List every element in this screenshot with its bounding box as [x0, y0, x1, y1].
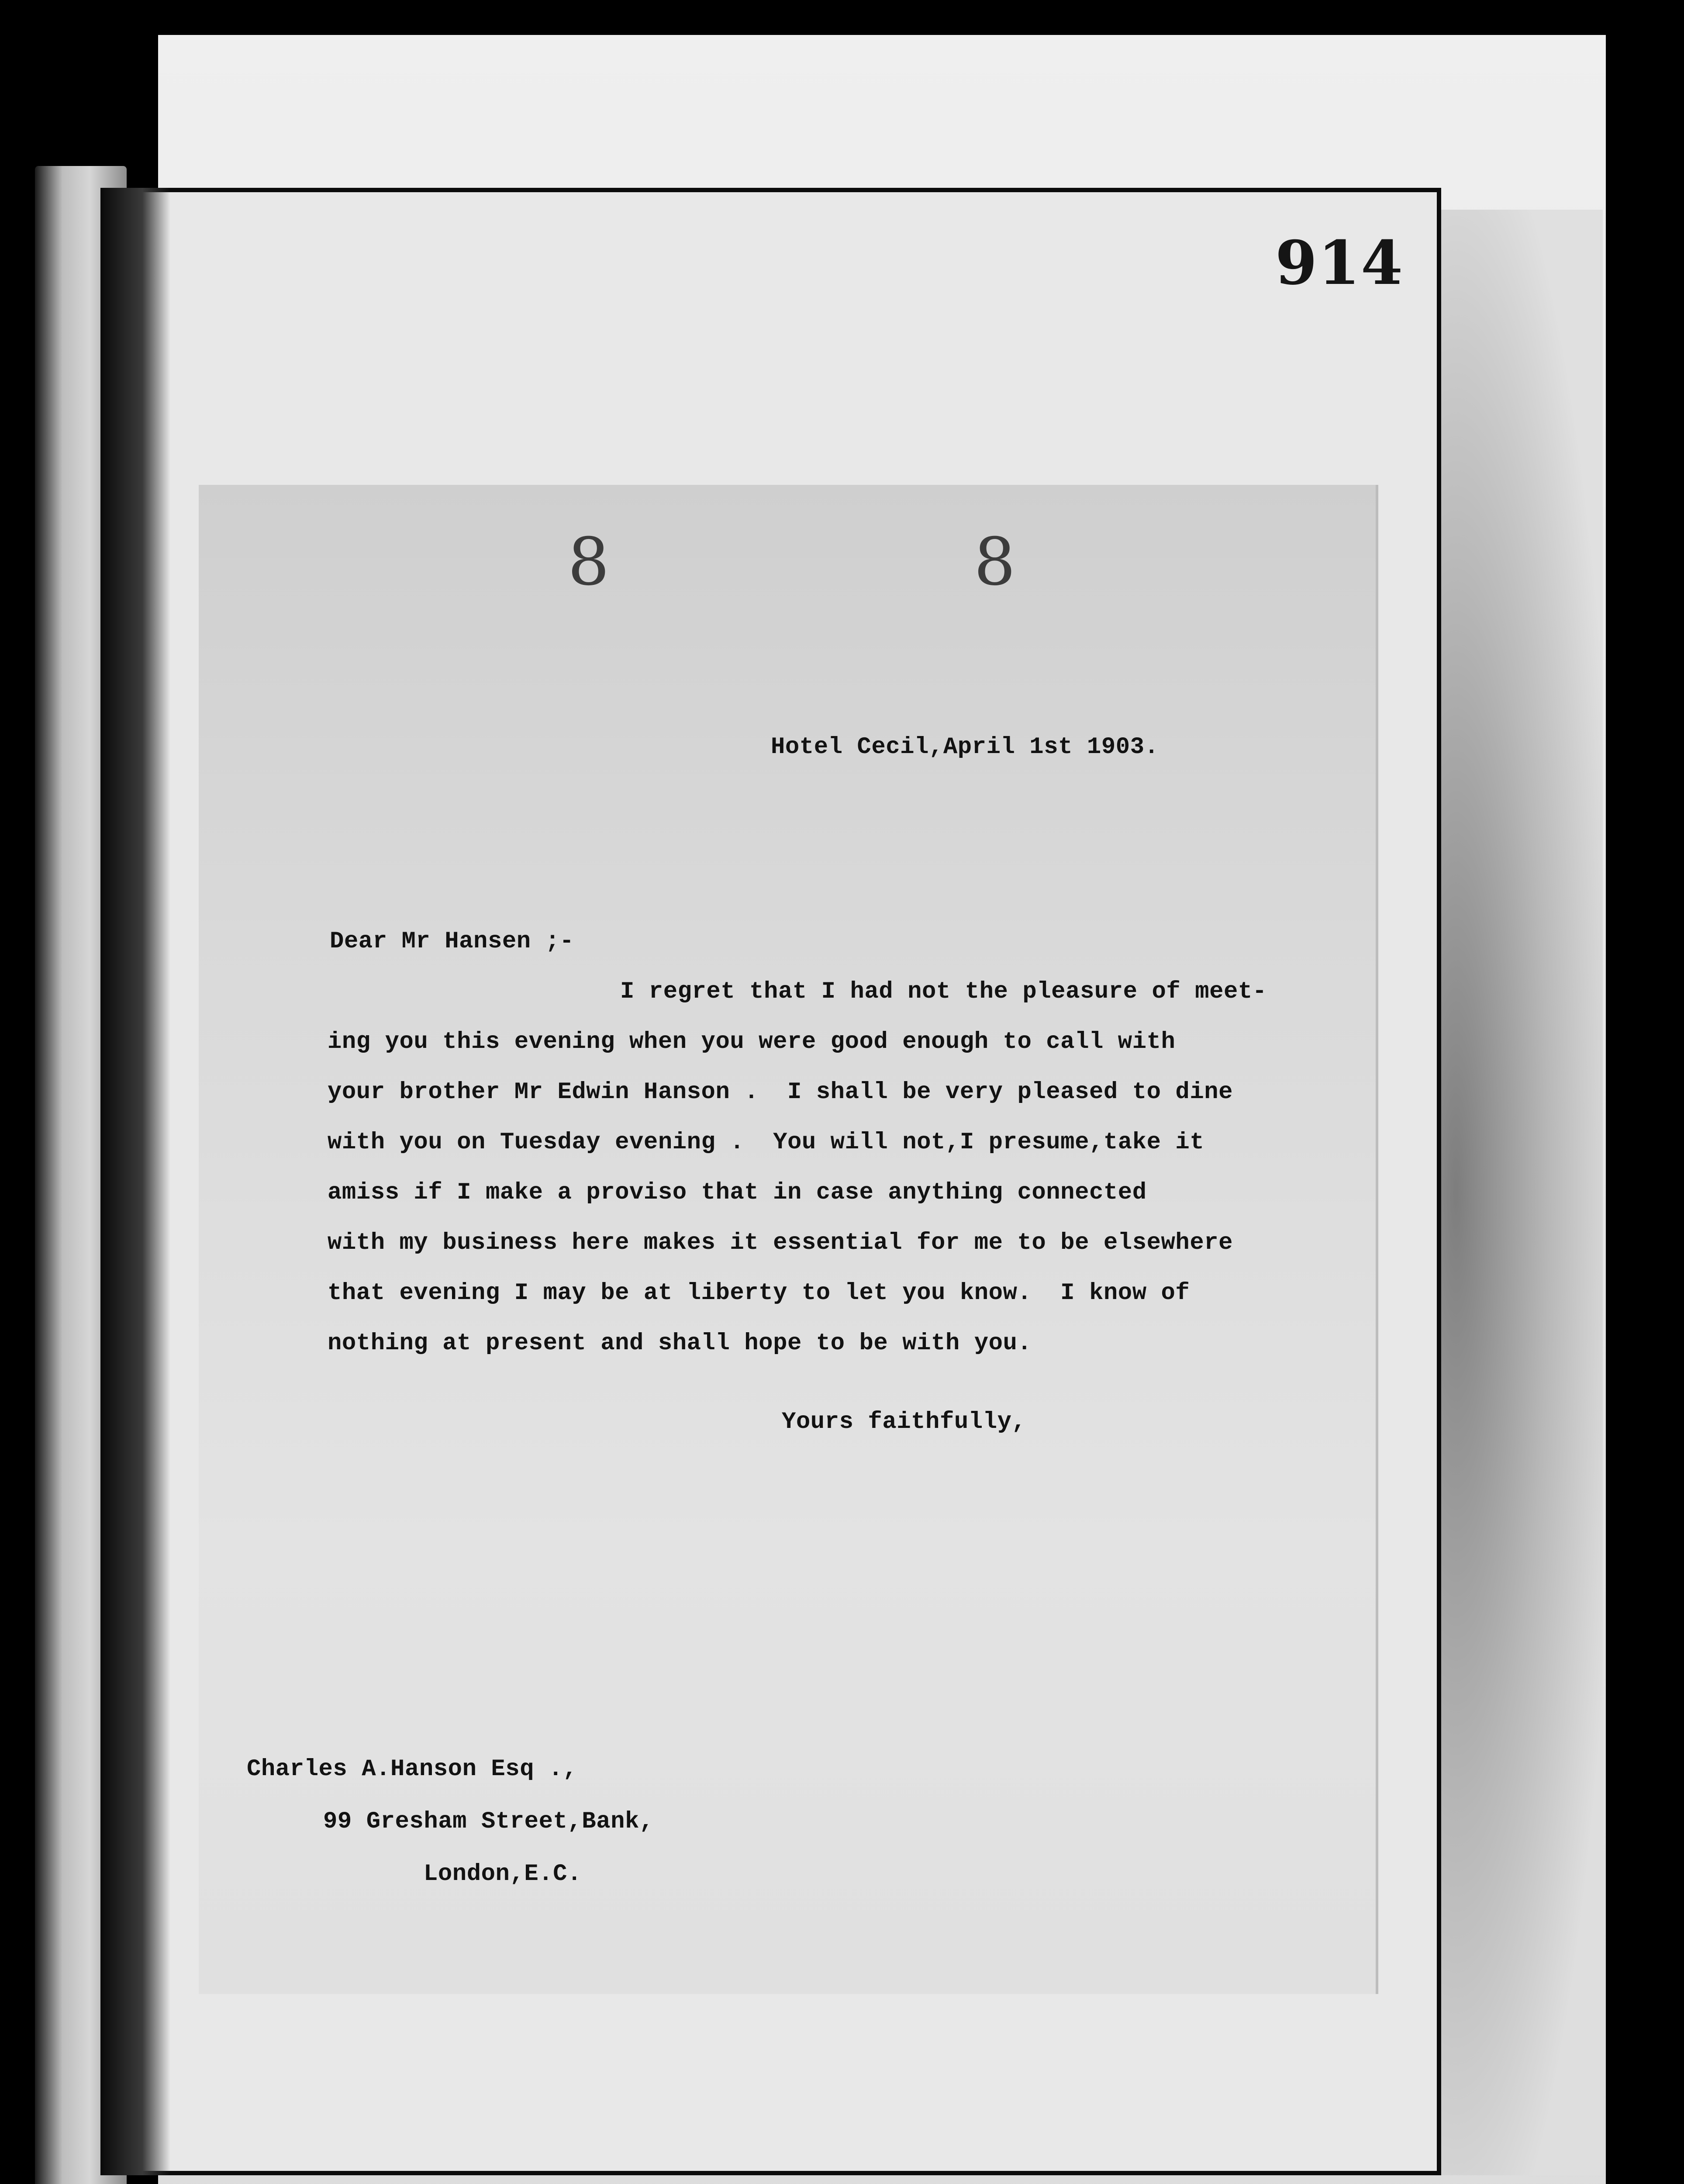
- address-line-1: Charles A.Hanson Esq .,: [247, 1756, 577, 1783]
- salutation: Dear Mr Hansen ;-: [330, 928, 574, 955]
- folder-shadow: [1419, 210, 1603, 2175]
- address-line-2: 99 Gresham Street,Bank,: [323, 1808, 654, 1835]
- body-line-4: with you on Tuesday evening . You will not,I presume,take it: [328, 1129, 1204, 1156]
- body-line-6: with my business here makes it essential for me to be elsewhere: [328, 1230, 1233, 1256]
- dateline: Hotel Cecil,April 1st 1903.: [771, 734, 1159, 760]
- pencil-mark-right: 8: [974, 524, 1016, 600]
- folder-left-shadow: [100, 188, 170, 2175]
- body-line-7: that evening I may be at liberty to let you know. I know of: [328, 1280, 1190, 1306]
- body-line-8: nothing at present and shall hope to be with you.: [328, 1330, 1032, 1357]
- address-line-3: London,E.C.: [424, 1861, 582, 1887]
- body-line-2: ing you this evening when you were good enough to call with: [328, 1029, 1176, 1055]
- pencil-mark-left: 8: [568, 524, 610, 600]
- page-number: 914: [1275, 227, 1404, 298]
- body-line-3: your brother Mr Edwin Hanson . I shall be very pleased to dine: [328, 1079, 1233, 1106]
- body-line-5: amiss if I make a proviso that in case anything connected: [328, 1179, 1147, 1206]
- body-line-1: I regret that I had not the pleasure of meet-: [620, 978, 1267, 1005]
- closing: Yours faithfully,: [782, 1409, 1026, 1435]
